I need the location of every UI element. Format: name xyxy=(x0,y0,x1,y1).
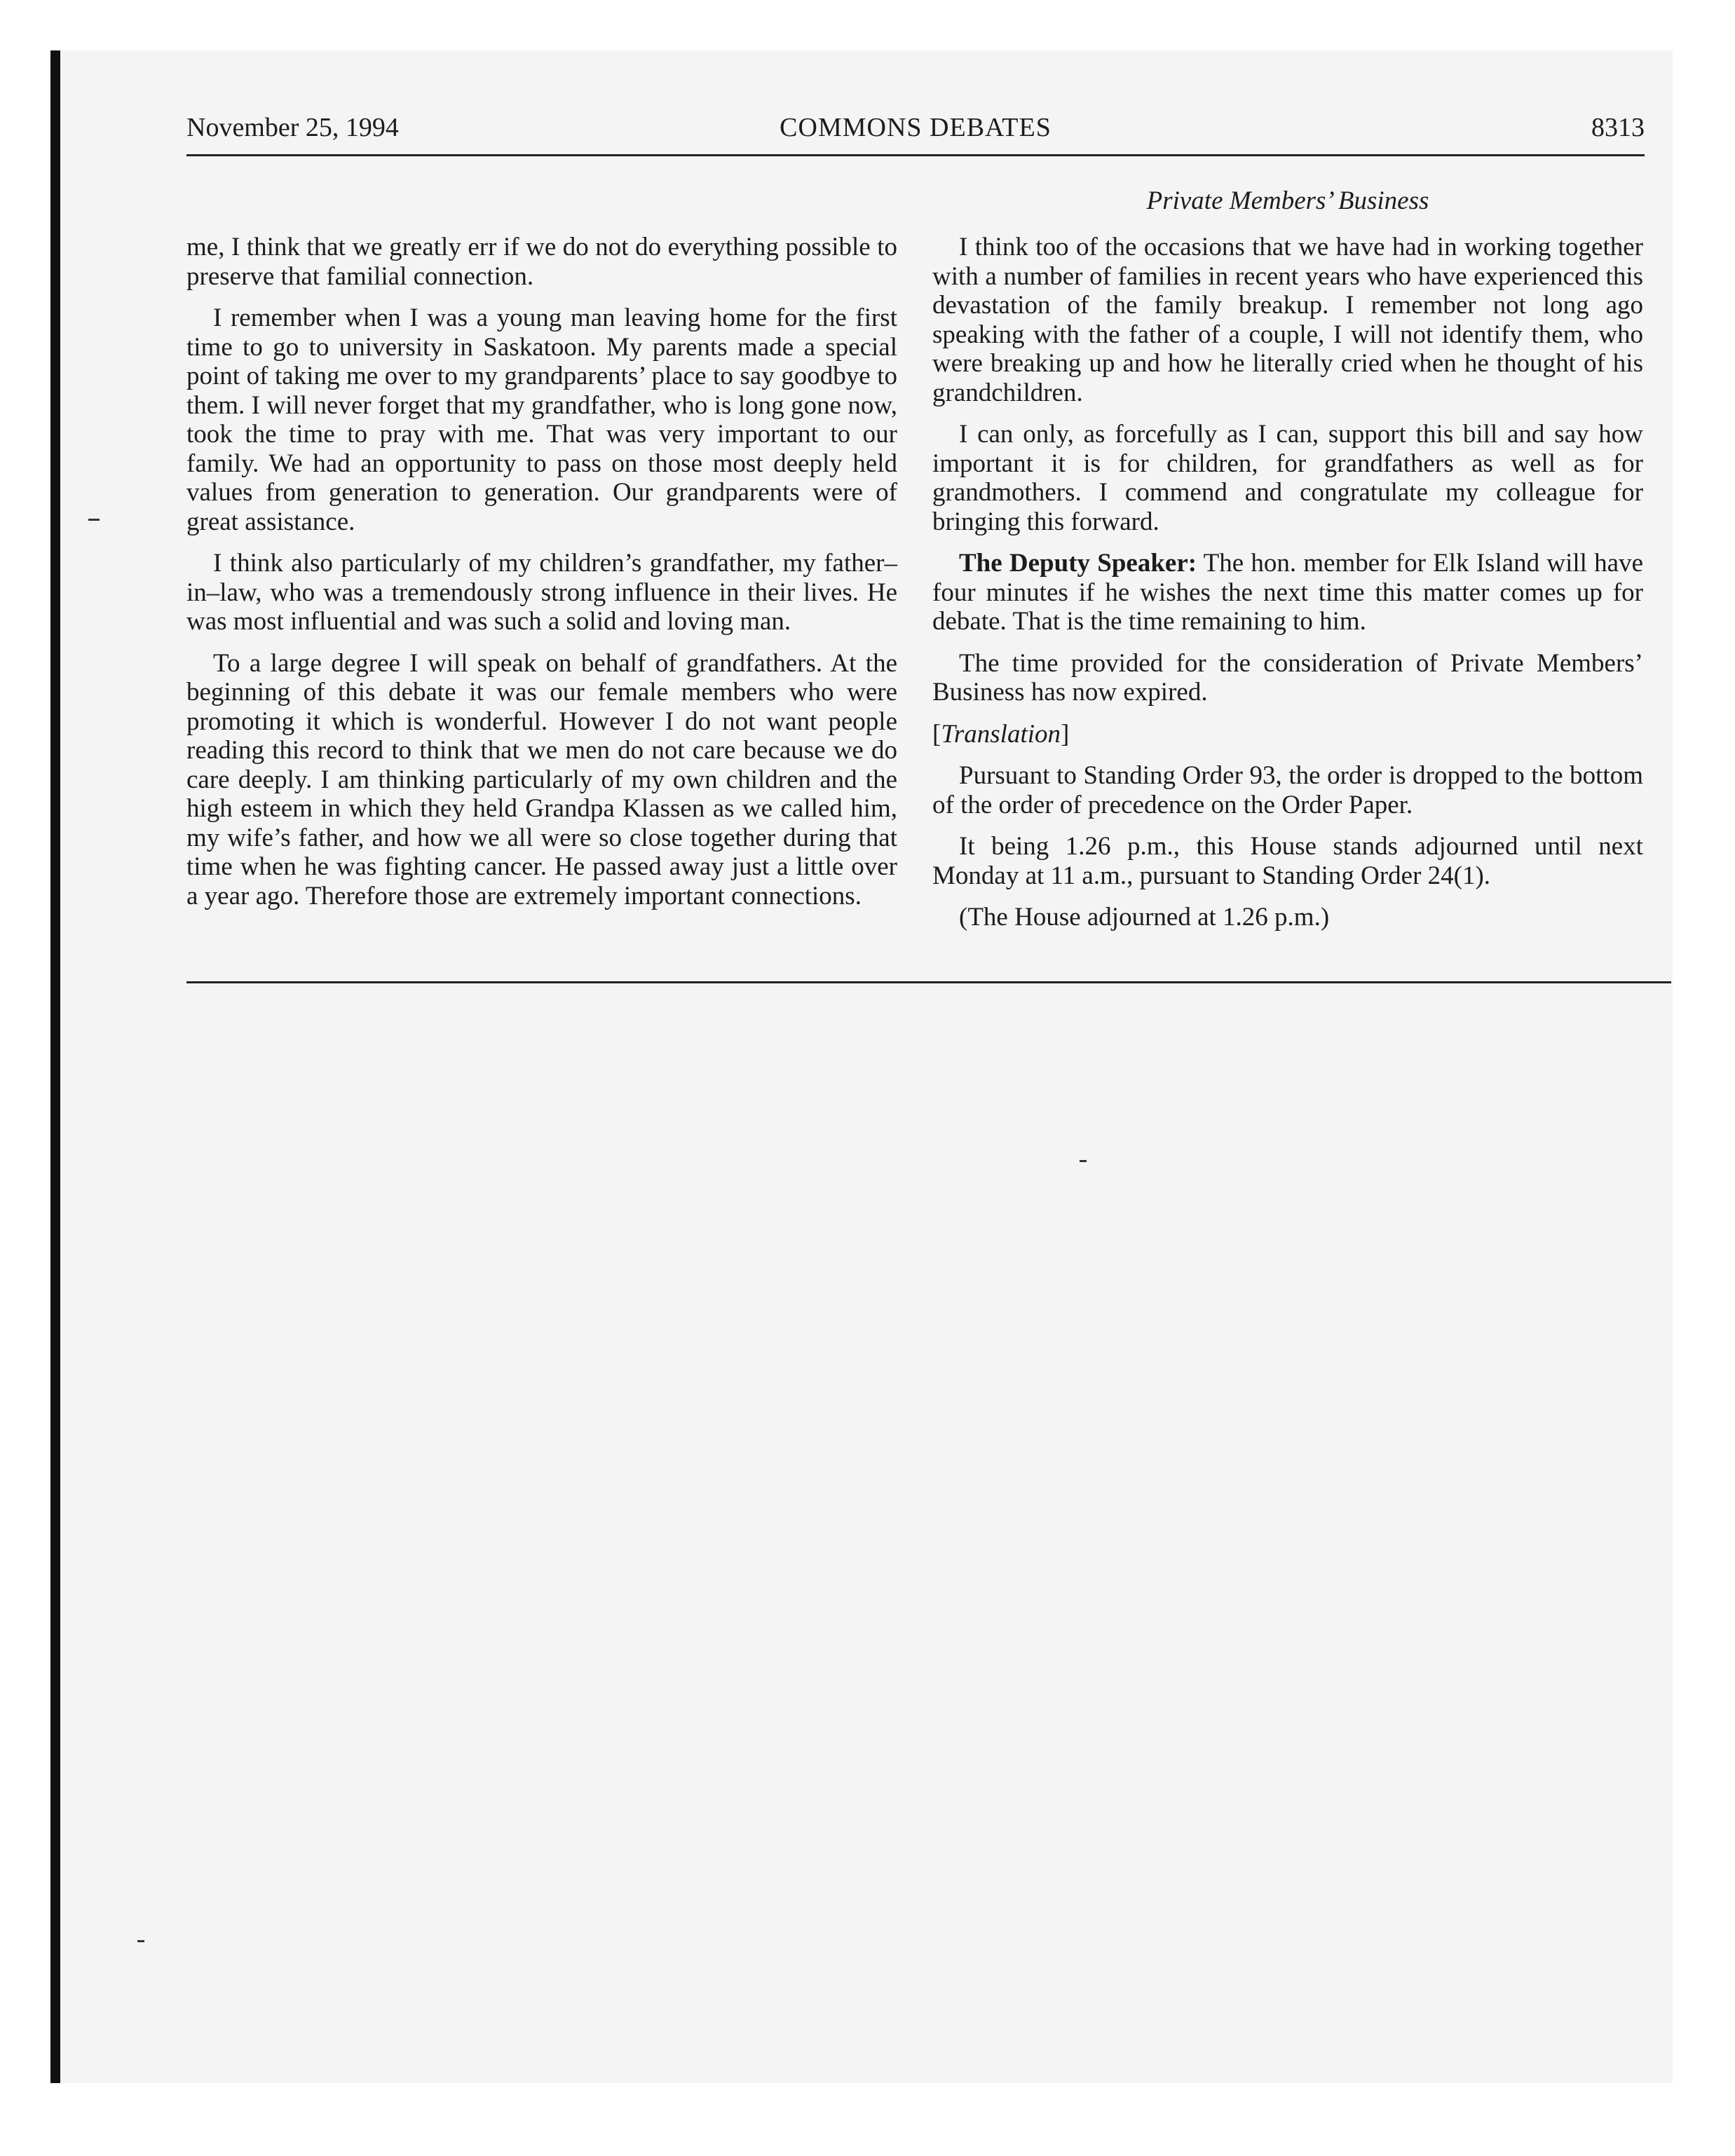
running-header xyxy=(186,112,1645,154)
end-rule xyxy=(186,981,1671,983)
translation-note: [Translation] xyxy=(932,719,1070,749)
scan-mark xyxy=(88,519,100,521)
paragraph: Pursuant to Standing Order 93, the order is dropped to the bottom of the order of precedence on the Order Paper. xyxy=(932,761,1643,819)
header-page-number: 8313 xyxy=(1591,113,1645,142)
header-date: November 25, 1994 xyxy=(186,113,399,142)
speaker-text: The hon. member for Elk Island will have four minutes if he wishes the next time this matter comes up for debate. That is the time remaining to him. xyxy=(932,549,1643,636)
section-title: Private Members’ Business xyxy=(1146,186,1429,215)
translation-label: Translation xyxy=(941,719,1061,749)
speaker-paragraph xyxy=(932,549,1643,636)
paragraph: To a large degree I will speak on behalf of grandfathers. At the beginning of this debate it was our female members who were promoting it which is wonderful. However I do not want people reading this record to think that we men do not care because we do care deeply. I am thinking particularly of my own children and the high esteem in which they held Grandpa Klassen as we called him, my wife’s father, and how we all were so close together during that time when he was fighting cancer. He passed away just a little over a year ago. Therefore those are extremely important connections. xyxy=(186,648,897,910)
binding-edge xyxy=(50,50,60,2083)
header-rule xyxy=(186,154,1645,156)
paragraph: I can only, as forcefully as I can, support this bill and say how important it is for children, for grandfathers as well as for grandmothers. I commend and congratulate my colleague for bringing this forward. xyxy=(932,420,1643,536)
scan-mark xyxy=(1080,1160,1087,1162)
paragraph: The time provided for the consideration of Private Members’ Business has now expired. xyxy=(932,648,1643,707)
paragraph: It being 1.26 p.m., this House stands adjourned until next Monday at 11 a.m., pursuant to Standing Order 24(1). xyxy=(932,832,1643,890)
paragraph: I remember when I was a young man leaving home for the first time to go to university in Saskatoon. My parents made a special point of taking me over to my grandparents’ place to say goodbye to them. I will never forget that my grandfather, who is long gone now, took the time to pray with me. That was very important to our family. We had an opportunity to pass on those most deeply held values from generation to generation. Our grandparents were of great assistance. xyxy=(186,303,897,536)
paragraph: I think too of the occasions that we have had in working together with a number of families in recent years who have experienced this devastation of the family breakup. I remember not long ago speaking with the father of a couple, I will not identify them, who were breaking up and how he literally cried when he thought of his grandchildren. xyxy=(932,233,1643,407)
right-column xyxy=(932,233,1643,945)
speaker-name: The Deputy Speaker: xyxy=(959,549,1197,578)
scan-mark xyxy=(137,1940,144,1942)
left-column xyxy=(186,233,897,923)
paragraph: I think also particularly of my children’s grandfather, my father–in–law, who was a tremendously strong influence in their lives. He was most influential and was such a solid and loving man. xyxy=(186,549,897,636)
header-publication: COMMONS DEBATES xyxy=(780,113,1052,142)
adjournment-note: (The House adjourned at 1.26 p.m.) xyxy=(959,903,1330,932)
paragraph: me, I think that we greatly err if we do not do everything possible to preserve that familial connection. xyxy=(186,233,897,291)
